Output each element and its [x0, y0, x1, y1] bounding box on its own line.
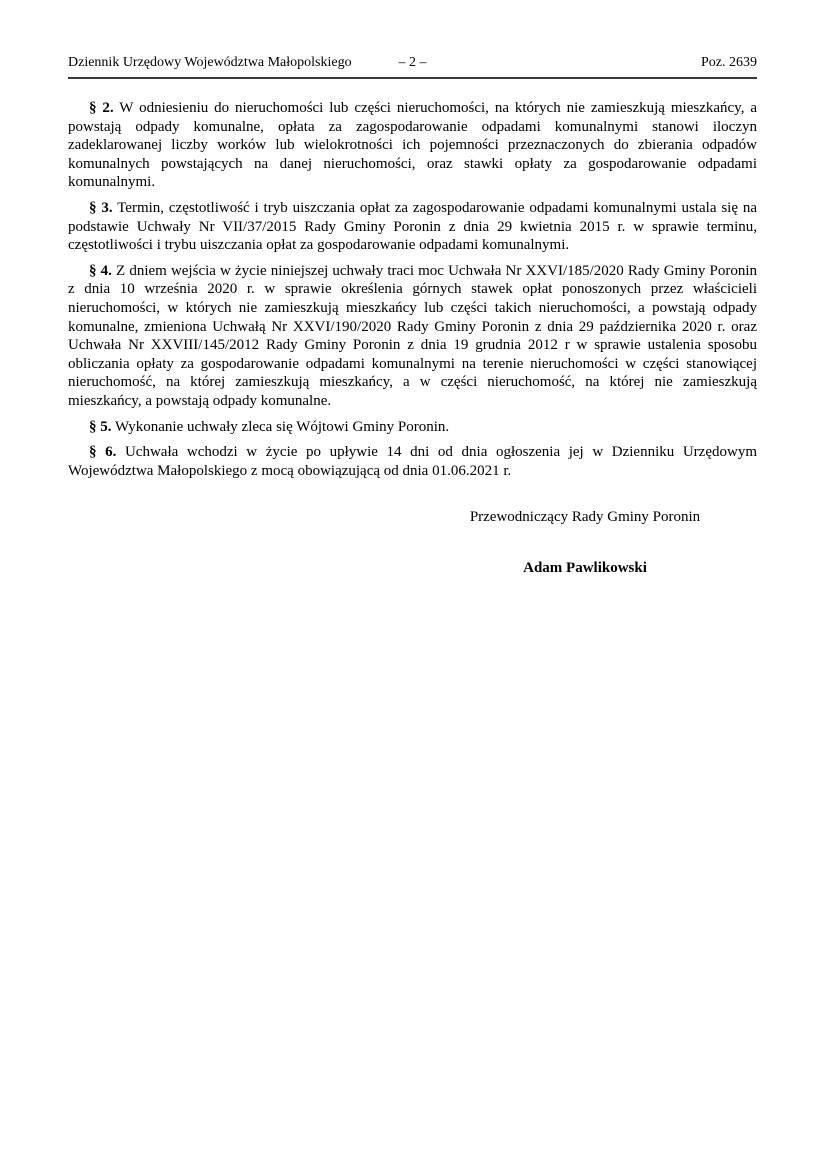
signature-block	[465, 508, 705, 578]
header-rule	[68, 77, 757, 79]
page-number: – 2 –	[398, 55, 427, 70]
signature-title: Przewodniczący Rady Gminy Poronin	[469, 509, 701, 526]
journal-title: Dziennik Urzędowy Województwa Małopolskiego	[68, 55, 352, 70]
paragraph-section-6	[68, 443, 757, 480]
position-number: Poz. 2639	[701, 55, 757, 70]
section-6-marker: § 6.	[89, 444, 117, 461]
section-3-marker: § 3.	[89, 199, 113, 216]
section-3-text: Termin, częstotliwość i tryb uiszczania opłat za zagospodarowanie odpadami komunalnymi ustala się na podstawie Uchwały Nr VII/37/2015 Rady Gminy Poronin z dnia 29 kwietnia 2015 r. w sprawie terminu, częstotliwości i trybu uiszczania opłat za gospodarowanie odpadami komunalnymi.	[68, 199, 758, 254]
section-6-text: Uchwała wchodzi w życie po upływie 14 dni od dnia ogłoszenia jej w Dzienniku Urzędowym Województwa Małopolskiego z mocą obowiązującą od dnia 01.06.2021 r.	[68, 444, 757, 479]
paragraph-section-3	[68, 199, 757, 255]
section-2-text: W odniesieniu do nieruchomości lub części nieruchomości, na których nie zamieszkują mieszkańcy, a powstają odpady komunalne, opłata za zagospodarowanie odpadami komunalnymi stanowi iloczyn zadeklarowanej liczby worków lub wielokrotności ich pojemności przeznaczonych do zbierania odpadów komunalnych powstających na danej nieruchomości, oraz stawki opłaty za gospodarowanie odpadami komunalnymi.	[68, 100, 757, 191]
section-5-marker: § 5.	[89, 418, 112, 435]
paragraph-section-2	[68, 99, 757, 192]
signature-name: Adam Pawlikowski	[523, 560, 647, 577]
section-5-text: Wykonanie uchwały zleca się Wójtowi Gminy Poronin.	[114, 418, 450, 435]
paragraph-section-4	[68, 262, 757, 411]
document-body	[68, 99, 757, 578]
section-4-marker: § 4.	[89, 262, 112, 279]
paragraph-section-5	[68, 418, 757, 437]
page-header	[68, 54, 757, 71]
section-2-marker: § 2.	[89, 100, 114, 116]
section-4-text: Z dniem wejścia w życie niniejszej uchwały traci moc Uchwała Nr XXVI/185/2020 Rady Gminy Poronin z dnia 10 września 2020 r. w sprawie określenia górnych stawek opłat ponoszonych przez właścicieli nieruchomości, w których nie zamieszkują mieszkańcy lub części takich nieruchomości, a powstają odpady komunalne, zmieniona Uchwałą Nr XXVI/190/2020 Rady Gminy Poronin z dnia 29 października 2020 r. oraz Uchwała Nr XXVIII/145/2012 Rady Gminy Poronin z dnia 19 grudnia 2012 r w sprawie ustalenia sposobu obliczania opłaty za gospodarowanie odpadami komunalnymi na terenie nieruchomości w części stanowiącej nieruchomość, na której zamieszkują mieszkańcy, a w części nieruchomość, na której nie zamieszkują mieszkańcy, a powstają odpady komunalne.	[68, 262, 758, 409]
